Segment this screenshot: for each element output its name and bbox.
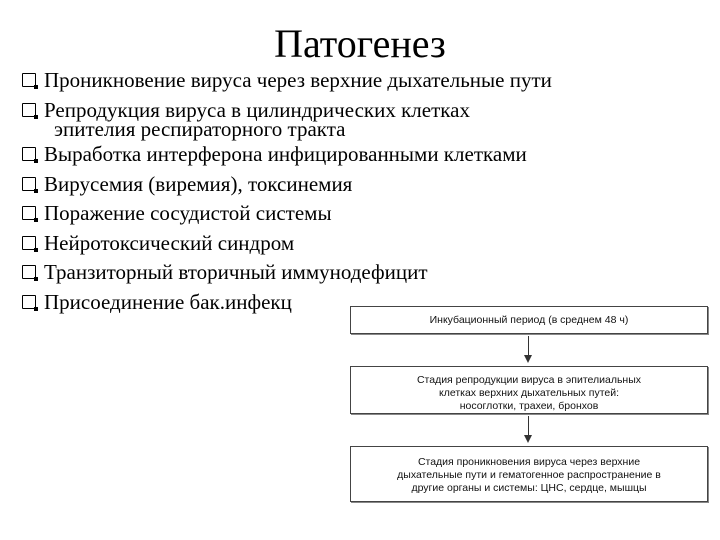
flowchart-box-text: другие органы и системы: ЦНС, сердце, мышцы [411,482,647,494]
flowchart-arrow-down-icon [524,435,532,443]
flowchart-box-text: носоглотки, трахеи, бронхов [459,400,599,412]
checkbox-bullet-icon [22,206,36,220]
checkbox-bullet-icon [22,236,36,250]
bullet-text: Транзиторный вторичный иммунодефицит [44,260,428,284]
slide-title: Патогенез [274,21,446,66]
bullet-text: Репродукция вируса в цилиндрических клетках [44,97,470,122]
bullet-list [22,66,712,317]
bullet-text: Присоединение бак.инфекц [44,289,292,314]
flowchart-arrow-line [528,336,529,356]
bullet-item [22,229,712,259]
bullet-item [22,170,712,200]
flowchart-box-penetration [350,446,708,502]
bullet-text: Проникновение вируса через верхние дыхательные пути [44,68,552,92]
bullet-text: Нейротоксический синдром [44,230,295,255]
checkbox-bullet-icon [22,177,36,191]
bullet-item [22,96,712,141]
checkbox-bullet-icon [22,73,36,87]
checkbox-bullet-icon [22,295,36,309]
bullet-text-continuation: эпителия респираторного тракта [54,117,346,141]
bullet-item [22,199,712,229]
flowchart-arrow-down-icon [524,355,532,363]
bullet-text: Выработка интерферона инфицированными клетками [44,142,527,166]
flowchart-arrow-line [528,416,529,436]
bullet-text: Поражение сосудистой системы [44,201,332,225]
checkbox-bullet-icon [22,265,36,279]
flowchart-box-reproduction [350,366,708,414]
bullet-text: Вирусемия (виремия), токсинемия [44,171,353,196]
checkbox-bullet-icon [22,147,36,161]
flowchart-box-text: клетках верхних дыхательных путей: [438,387,620,399]
bullet-item [22,258,712,288]
bullet-item [22,66,712,96]
flowchart-box-incubation [350,306,708,334]
flowchart-box-text: Инкубационный период (в среднем 48 ч) [429,314,629,326]
flowchart-box-text: Стадия проникновения вируса через верхние [417,456,641,468]
bullet-item [22,140,712,170]
flowchart-box-text: Стадия репродукции вируса в эпителиальных [416,374,642,386]
checkbox-bullet-icon [22,103,36,117]
flowchart-box-text: дыхательные пути и гематогенное распространение в [397,469,661,481]
